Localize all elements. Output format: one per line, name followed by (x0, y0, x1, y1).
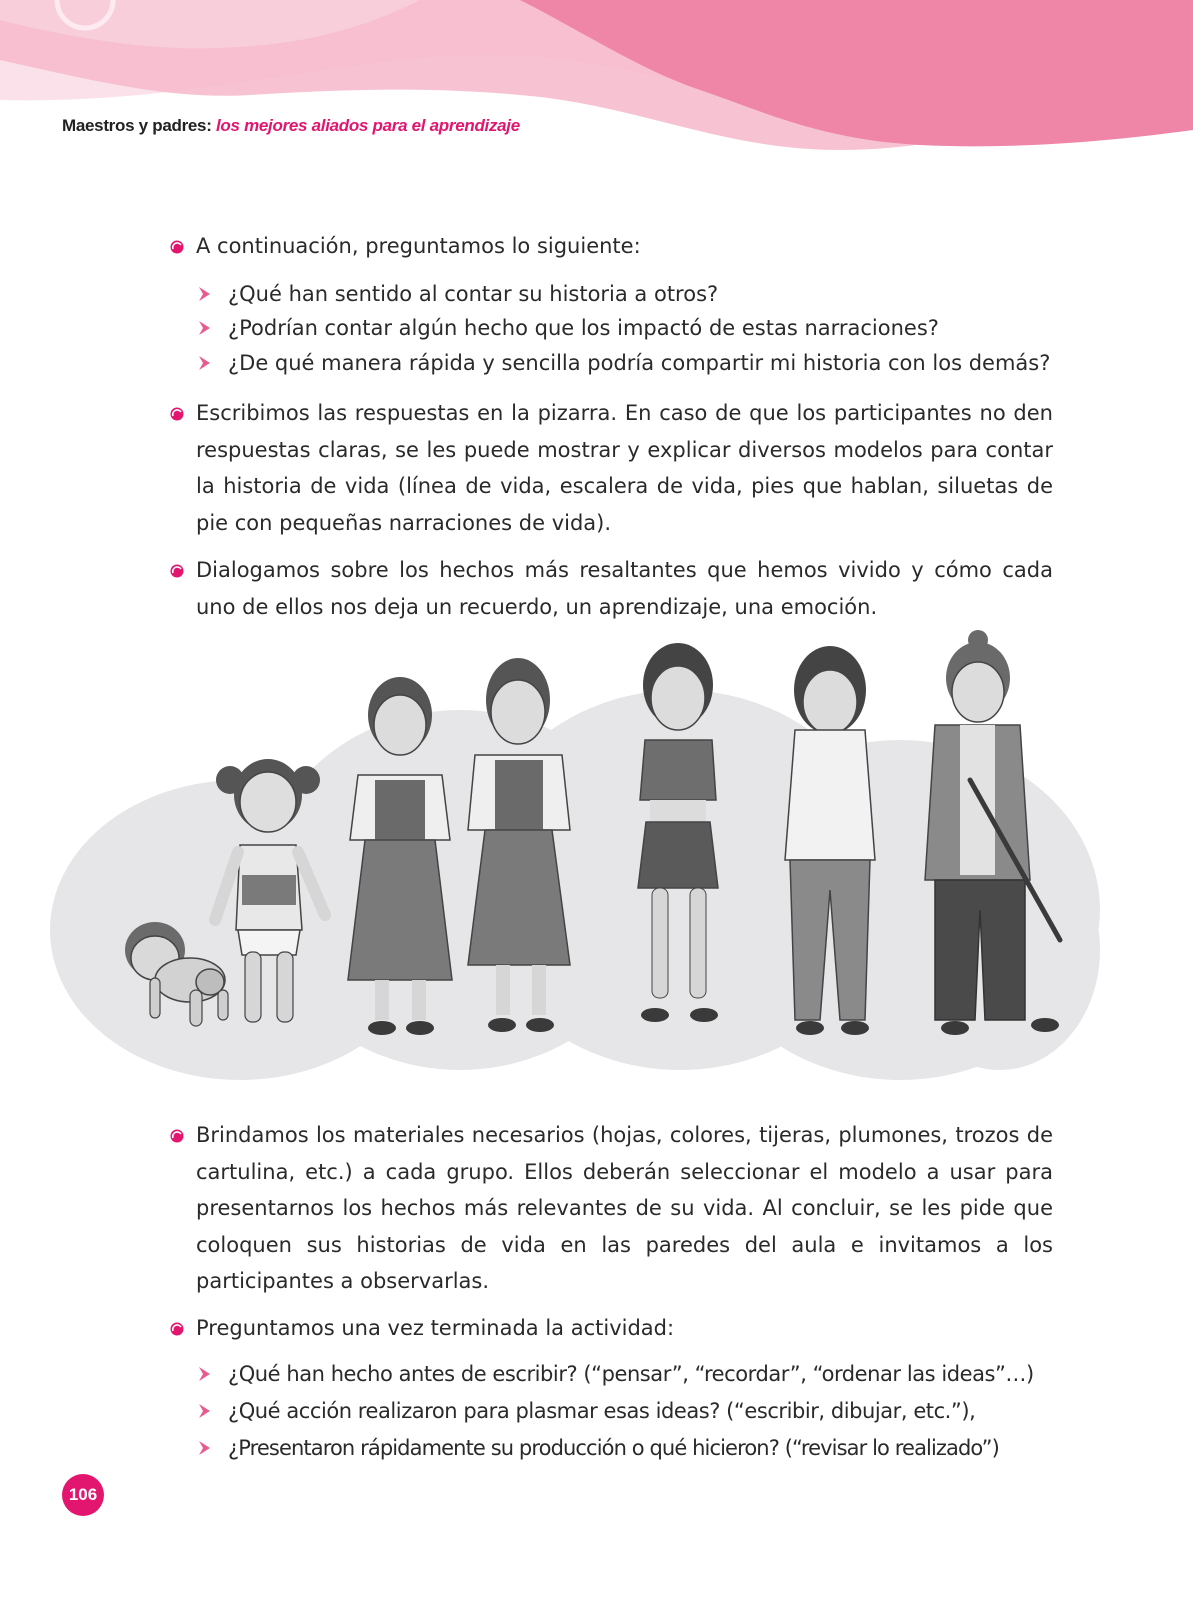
running-head (62, 116, 520, 136)
page-number: 106 (62, 1474, 104, 1516)
question-text: ¿Qué acción realizaron para plasmar esas ideas? (“escribir, dibujar, etc.”), (228, 1399, 976, 1423)
bullet-item (196, 1117, 1053, 1300)
question-item (228, 311, 1058, 345)
bullet-item (196, 395, 1053, 541)
question-item (228, 1394, 1058, 1428)
question-item (228, 277, 1058, 311)
question-item (228, 1357, 1058, 1391)
life-stages-illustration (40, 630, 1100, 1090)
question-text: ¿Presentaron rápidamente su producción o qué hicieron? (“revisar lo realizado”) (228, 1436, 999, 1460)
chevron-right-icon (198, 1367, 210, 1381)
question-text: ¿Podrían contar algún hecho que los impactó de estas narraciones? (228, 316, 939, 340)
bullet-text: Preguntamos una vez terminada la actividad: (196, 1316, 675, 1340)
bullet-item (196, 552, 1053, 625)
chevron-right-icon (198, 321, 210, 335)
question-text: ¿Qué han sentido al contar su historia a otros? (228, 282, 719, 306)
header-wave-decoration (0, 0, 1193, 160)
bullet-text: A continuación, preguntamos lo siguiente: (196, 234, 641, 258)
question-text: ¿De qué manera rápida y sencilla podría compartir mi historia con los demás? (228, 351, 1051, 375)
running-head-subtitle: los mejores aliados para el aprendizaje (216, 116, 520, 135)
question-item (228, 346, 1058, 380)
chevron-right-icon (198, 1441, 210, 1455)
chevron-right-icon (198, 287, 210, 301)
bullet-dot-icon (170, 564, 184, 578)
question-item (228, 1431, 1058, 1465)
running-head-title: Maestros y padres: (62, 116, 212, 135)
bullet-item (196, 1310, 1053, 1347)
bullet-dot-icon (170, 1322, 184, 1336)
question-text: ¿Qué han hecho antes de escribir? (“pensar”, “recordar”, “ordenar las ideas”…) (228, 1362, 1034, 1386)
bullet-text: Brindamos los materiales necesarios (hojas, colores, tijeras, plumones, trozos de cartulina, etc.) a cada grupo. Ellos deberán seleccionar el modelo a usar para presentarnos los hechos más relevantes de su vida. Al concluir, se les pide que coloquen sus historias de vida en las paredes del aula e invitamos a los participantes a observarlas. (196, 1123, 1053, 1293)
bullet-dot-icon (170, 1129, 184, 1143)
chevron-right-icon (198, 356, 210, 370)
bullet-dot-icon (170, 240, 184, 254)
bullet-dot-icon (170, 407, 184, 421)
chevron-right-icon (198, 1404, 210, 1418)
bullet-item (196, 228, 1053, 265)
bullet-text: Escribimos las respuestas en la pizarra. En caso de que los participantes no den respuestas claras, se les puede mostrar y explicar diversos modelos para contar la historia de vida (línea de vida, escalera de vida, pies que hablan, siluetas de pie con pequeñas narraciones de vida). (196, 401, 1053, 535)
bullet-text: Dialogamos sobre los hechos más resaltantes que hemos vivido y cómo cada uno de ellos nos deja un recuerdo, un aprendizaje, una emoción. (196, 558, 1053, 619)
